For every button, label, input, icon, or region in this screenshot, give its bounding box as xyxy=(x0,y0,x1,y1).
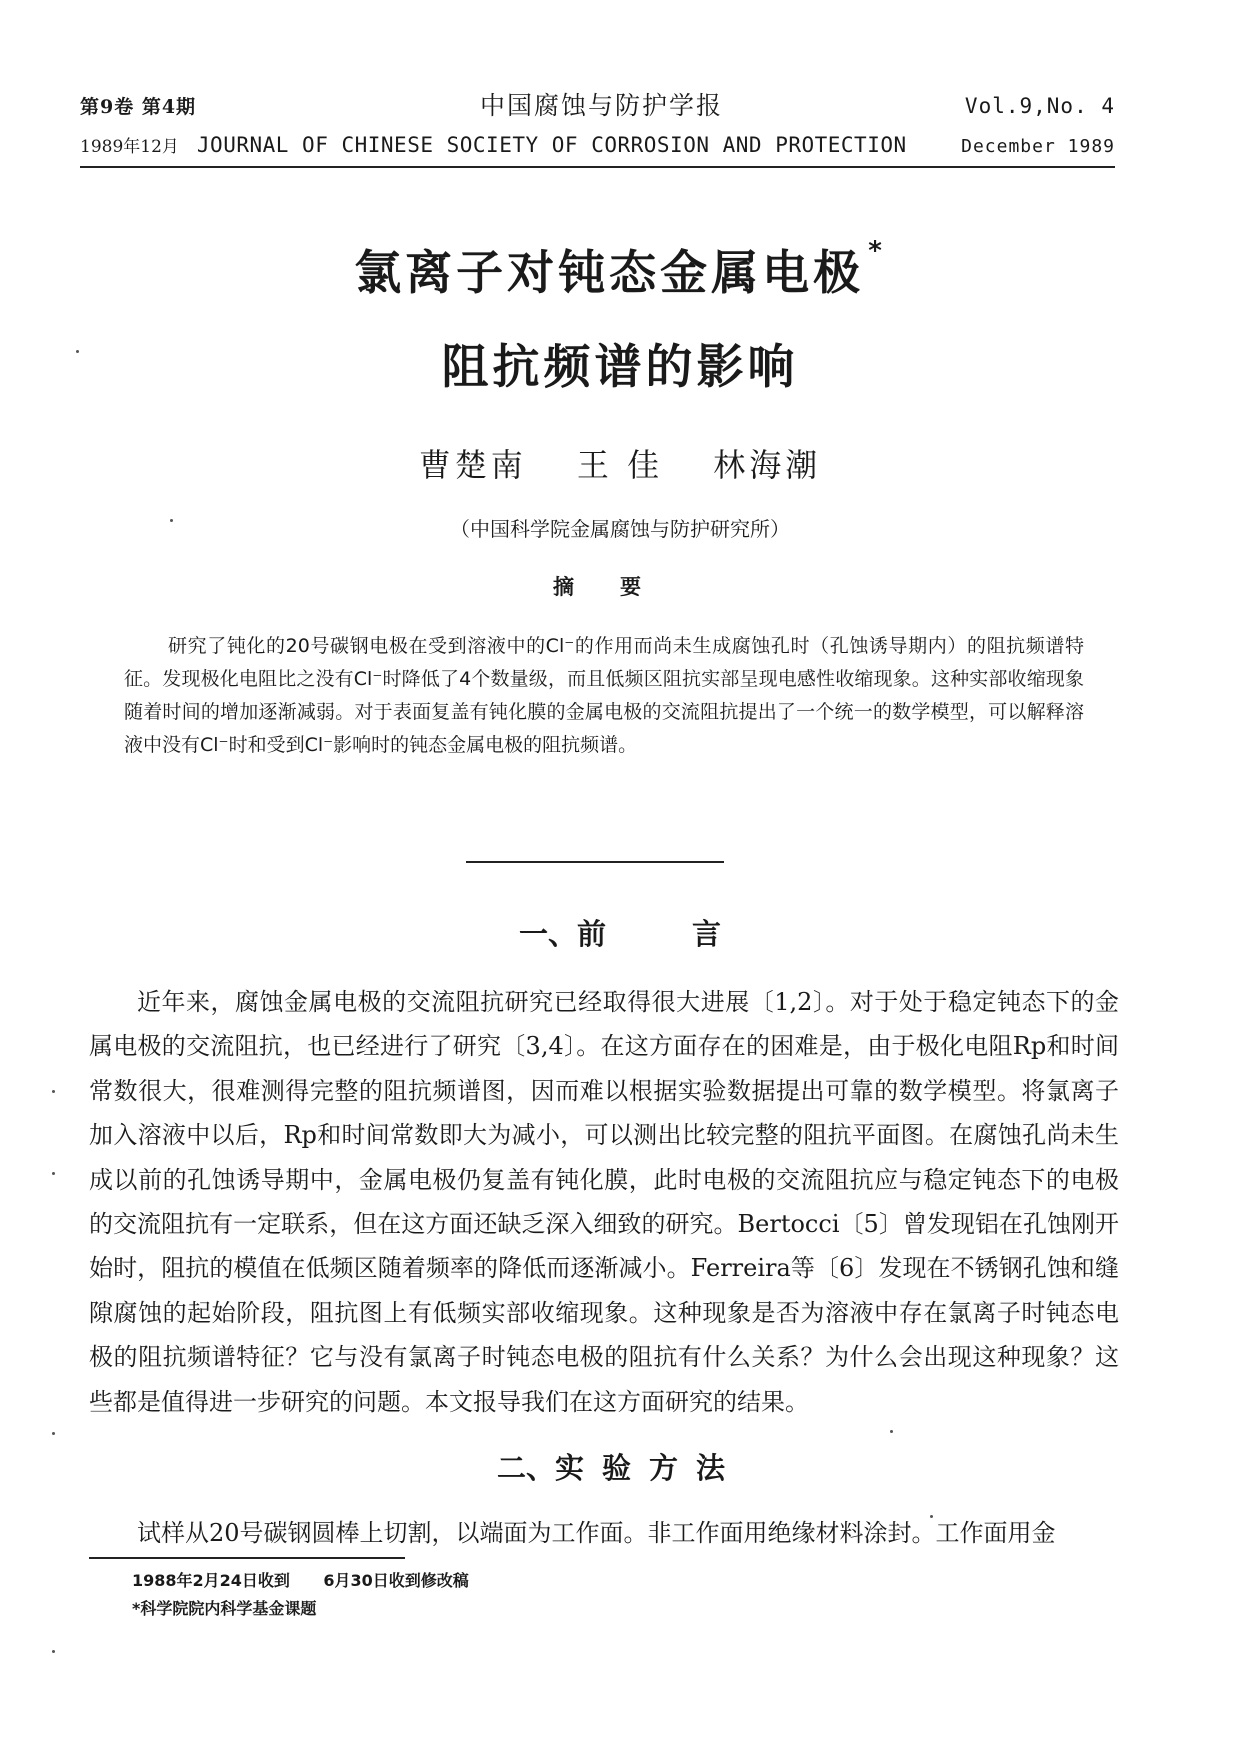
journal-name-chinese: 中国腐蚀与防护学报 xyxy=(480,91,724,120)
section-number: 一、 xyxy=(518,917,577,951)
scan-speck xyxy=(930,1515,933,1518)
scan-speck xyxy=(52,1172,55,1175)
author-list xyxy=(0,440,1240,486)
scan-speck xyxy=(890,1430,893,1433)
scan-speck xyxy=(52,1650,55,1653)
section-title: 前言 xyxy=(577,917,808,951)
publication-date-chinese: 1989年12月 xyxy=(80,137,179,157)
author-name: 曹楚南 xyxy=(418,446,527,484)
abstract-text: 研究了钝化的20号碳钢电极在受到溶液中的Cl⁻的作用而尚未生成腐蚀孔时（孔蚀诱导期内）的阻抗频谱特征。发现极化电阻比之没有Cl⁻时降低了4个数量级，而且低频区阻抗实部呈现电感性收缩现象。这种实部收缩现象随着时间的增加逐渐减弱。对于表面复盖有钝化膜的金属电极的交流阻抗提出了一个统一的数学模型，可以解释溶液中没有Cl⁻时和受到Cl⁻影响时的钝态金属电极的阻抗频谱。 xyxy=(124,635,1084,756)
abstract-heading: 摘要 xyxy=(553,575,687,599)
footnote-divider xyxy=(89,1557,405,1559)
funding-note: *科学院院内科学基金课题 xyxy=(132,1599,317,1618)
article-title-line-1 xyxy=(0,236,1240,303)
publication-date-english: December 1989 xyxy=(961,136,1115,157)
scan-speck xyxy=(52,1090,55,1093)
section-title: 实验方法 xyxy=(555,1451,744,1485)
author-name: 林海潮 xyxy=(713,446,822,484)
introduction-paragraph: 近年来，腐蚀金属电极的交流阻抗研究已经取得很大进展〔1,2〕。对于处于稳定钝态下的金属电极的交流阻抗，也已经进行了研究〔3,4〕。在这方面存在的困难是，由于极化电阻Rp和时间常数很大，很难测得完整的阻抗频谱图，因而难以根据实验数据提出可靠的数学模型。将氯离子加入溶液中以后，Rp和时间常数即大为减小，可以测出比较完整的阻抗平面图。在腐蚀孔尚未生成以前的孔蚀诱导期中，金属电极仍复盖有钝化膜，此时电极的交流阻抗应与稳定钝态下的电极的交流阻抗有一定联系，但在这方面还缺乏深入细致的研究。Bertocci〔5〕曾发现铝在孔蚀刚开始时，阻抗的模值在低频区随着频率的降低而逐渐减小。Ferreira等〔6〕发现在不锈钢孔蚀和缝隙腐蚀的起始阶段，阻抗图上有低频实部收缩现象。这种现象是否为溶液中存在氯离子时钝态电极的阻抗频谱特征？它与没有氯离子时钝态电极的阻抗有什么关系？为什么会出现这种现象？这些都是值得进一步研究的问题。本文报导我们在这方面研究的结果。 xyxy=(89,988,1119,1416)
title-text-1: 氯离子对钝态金属电极 xyxy=(354,246,865,301)
received-date-note: 1988年2月24日收到 6月30日收到修改稿 xyxy=(132,1571,469,1590)
abstract-divider xyxy=(466,861,724,863)
volume-number: Vol.9,No. 4 xyxy=(964,94,1115,118)
section-number: 二、 xyxy=(496,1451,555,1485)
author-affiliation: （中国科学院金属腐蚀与防护研究所） xyxy=(450,517,790,541)
article-title-line-2: 阻抗频谱的影响 xyxy=(441,340,799,395)
running-header-bottom xyxy=(80,132,1115,157)
section-heading-introduction xyxy=(0,912,1240,953)
journal-name-english: JOURNAL OF CHINESE SOCIETY OF CORROSION AND PROTECTION xyxy=(196,133,907,157)
running-header-top xyxy=(80,92,1115,119)
scan-speck xyxy=(76,350,79,353)
author-name: 王 佳 xyxy=(576,446,664,484)
scan-speck xyxy=(52,1432,55,1435)
methods-paragraph: 试样从20号碳钢圆棒上切割，以端面为工作面。非工作面用绝缘材料涂封。工作面用金 xyxy=(137,1519,1056,1547)
section-heading-methods xyxy=(0,1446,1240,1487)
title-footnote-mark: * xyxy=(868,236,886,266)
footnotes xyxy=(132,1567,469,1623)
scan-speck xyxy=(170,519,173,522)
issue-number: 第9卷 第4期 xyxy=(80,96,197,118)
header-divider xyxy=(80,166,1115,168)
